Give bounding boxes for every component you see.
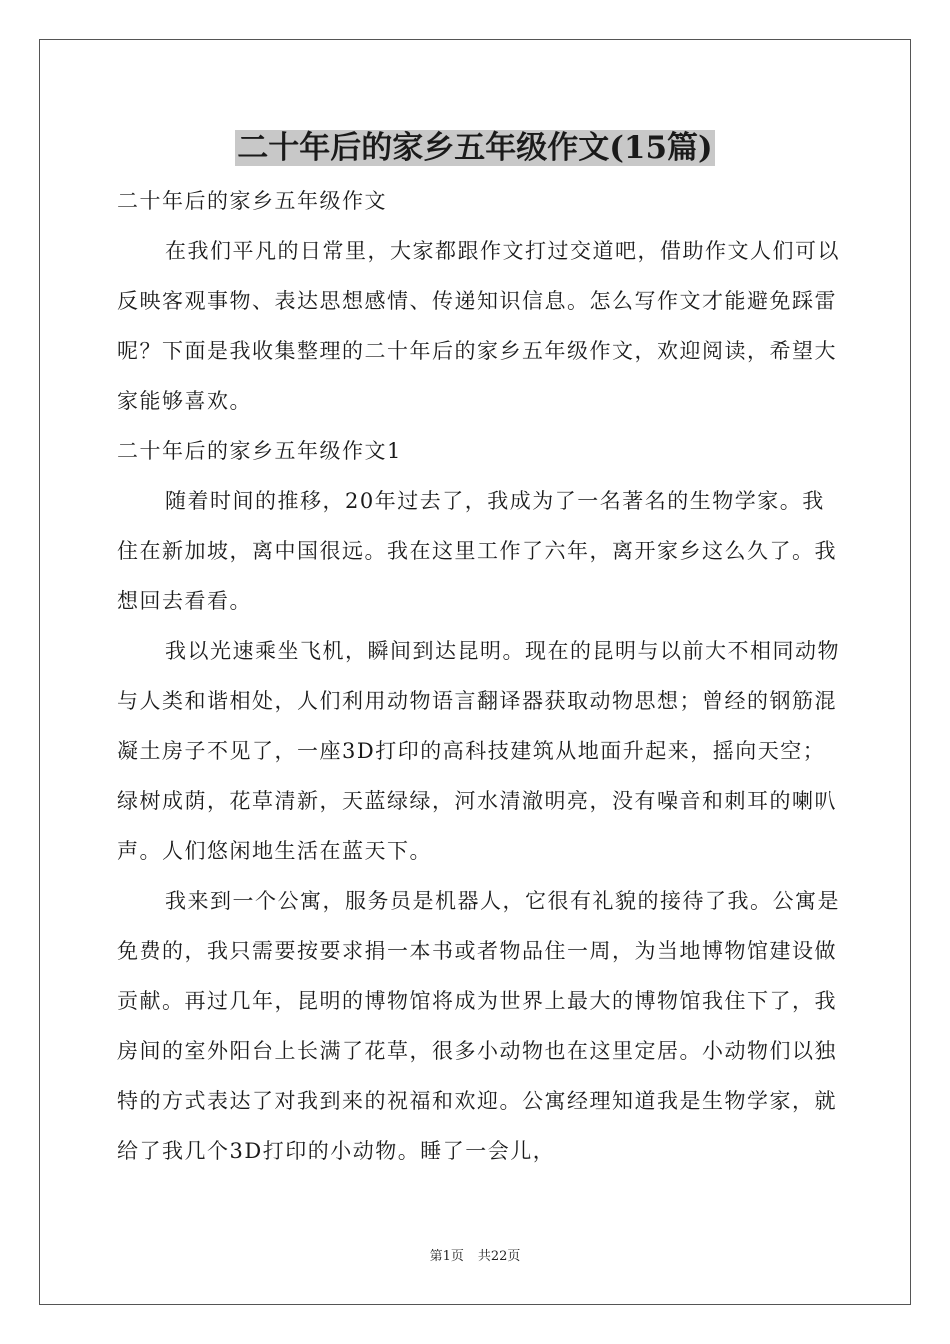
document-title-text: 二十年后的家乡五年级作文(15篇) [237,130,713,166]
paragraph: 我以光速乘坐飞机，瞬间到达昆明。现在的昆明与以前大不相同动物与人类和谐相处，人们利用动物语言翻译器获取动物思想；曾经的钢筋混凝土房子不见了，一座3D打印的高科技建筑从地面升起来，摇向天空；绿树成荫，花草清新，天蓝绿绿，河水清澈明亮，没有噪音和刺耳的喇叭声。人们悠闲地生活在蓝天下。 [117,639,840,863]
document-title [0,128,950,168]
page-footer [0,1249,950,1265]
paragraph: 随着时间的推移，20年过去了，我成为了一名著名的生物学家。我住在新加坡，离中国很远。我在这里工作了六年，离开家乡这么久了。我想回去看看。 [117,489,837,613]
section-heading: 二十年后的家乡五年级作文 [117,189,387,213]
paragraph: 我来到一个公寓，服务员是机器人，它很有礼貌的接待了我。公寓是免费的，我只需要按要求捐一本书或者物品住一周，为当地博物馆建设做贡献。再过几年，昆明的博物馆将成为世界上最大的博物馆我住下了，我房间的室外阳台上长满了花草，很多小动物也在这里定居。小动物们以独特的方式表达了对我到来的祝福和欢迎。公寓经理知道我是生物学家，就给了我几个3D打印的小动物。睡了一会儿， [117,889,840,1163]
page-total: 共22页 [477,1249,521,1264]
section-heading: 二十年后的家乡五年级作文1 [117,439,402,463]
document-body [117,176,842,1176]
page-number: 第1页 [429,1249,464,1264]
paragraph: 在我们平凡的日常里，大家都跟作文打过交道吧，借助作文人们可以反映客观事物、表达思想感情、传递知识信息。怎么写作文才能避免踩雷呢？下面是我收集整理的二十年后的家乡五年级作文，欢迎阅读，希望大家能够喜欢。 [117,239,840,413]
